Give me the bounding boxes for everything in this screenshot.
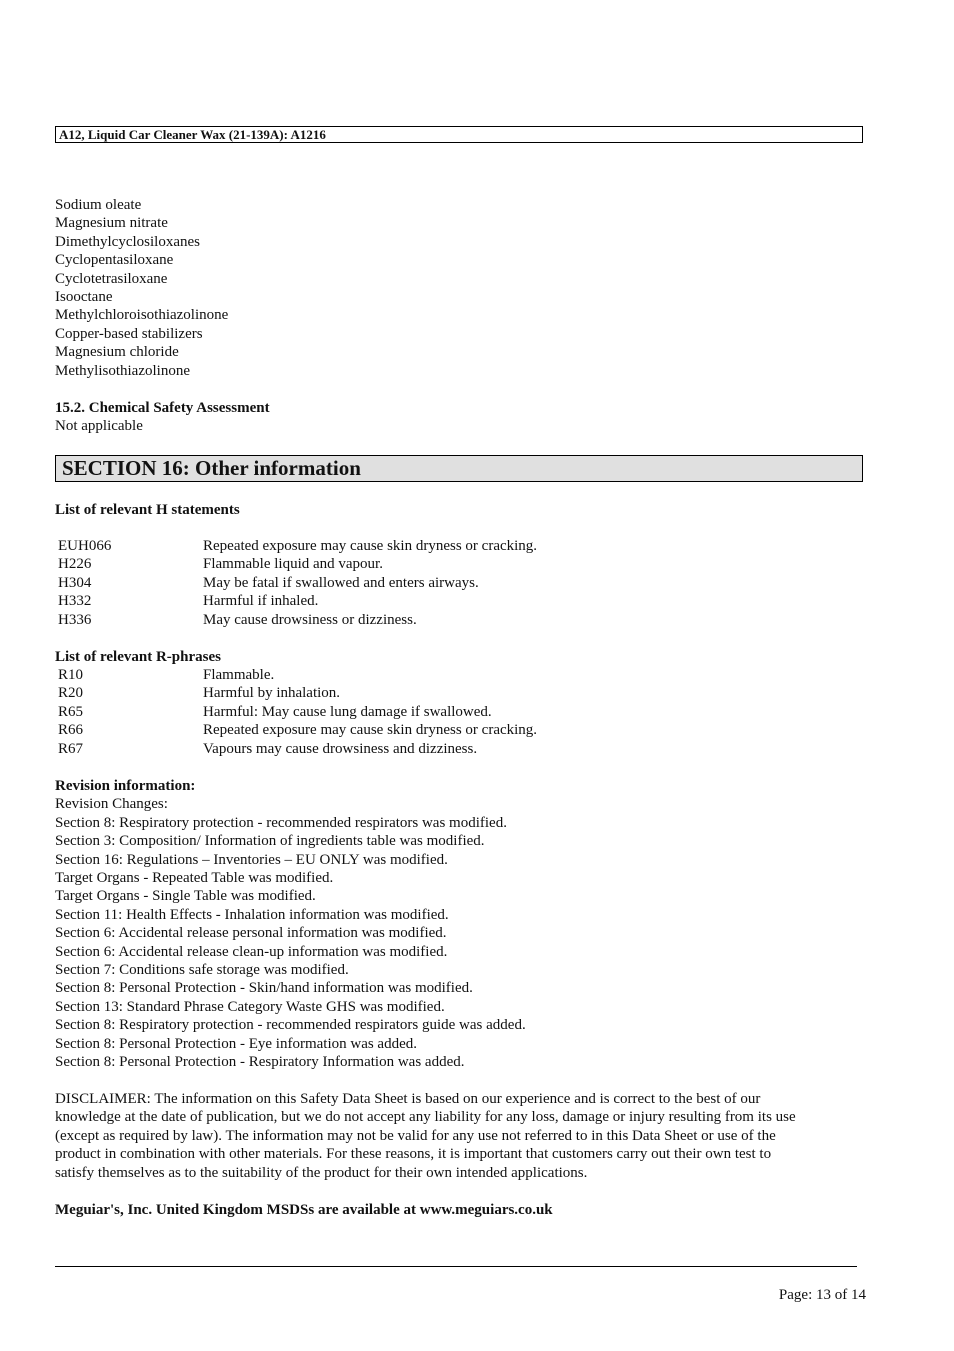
ingredient-item: Cyclopentasiloxane: [55, 252, 174, 269]
revision-line: Target Organs - Repeated Table was modified.: [55, 870, 334, 887]
page-number: Page: 13 of 14: [778, 1287, 866, 1303]
revision-information: [55, 777, 875, 1072]
h-text: Harmful if inhaled.: [203, 593, 319, 610]
revision-line: Section 13: Standard Phrase Category Waste GHS was modified.: [55, 998, 445, 1015]
section-16-title: SECTION 16: Other information: [55, 455, 863, 482]
ingredient-item: Cyclotetrasiloxane: [55, 270, 168, 287]
revision-heading: Revision information:: [55, 778, 196, 794]
assessment-heading: 15.2. Chemical Safety Assessment: [55, 400, 270, 416]
disclaimer-line: knowledge at the date of publication, but we do not accept any liability for any loss, damage or injury resulting from its use: [55, 1109, 796, 1126]
table-row: [58, 611, 758, 629]
revision-line: Section 8: Respiratory protection - recommended respirators was modified.: [55, 814, 507, 831]
r-code: R67: [58, 740, 84, 757]
revision-line: Section 8: Personal Protection - Respiratory Information was added.: [55, 1054, 465, 1071]
r-text: Vapours may cause drowsiness and dizziness.: [203, 740, 478, 757]
h-text: May cause drowsiness or dizziness.: [203, 611, 417, 628]
msds-availability: Meguiar's, Inc. United Kingdom MSDSs are available at www.meguiars.co.uk: [55, 1202, 553, 1218]
r-code: R66: [58, 722, 84, 739]
r-text: Repeated exposure may cause skin dryness or cracking.: [203, 722, 538, 739]
h-text: May be fatal if swallowed and enters airways.: [203, 574, 479, 591]
h-code: H226: [58, 556, 92, 573]
ingredient-item: Methylisothiazolinone: [55, 362, 190, 379]
table-row: [58, 537, 758, 555]
revision-line: Section 6: Accidental release personal information was modified.: [55, 925, 447, 942]
disclaimer-line: satisfy themselves as to the suitability of the product for their own intended applications.: [55, 1164, 588, 1181]
revision-line: Section 11: Health Effects - Inhalation information was modified.: [55, 906, 449, 923]
revision-line: Section 8: Respiratory protection - recommended respirators guide was added.: [55, 1017, 526, 1034]
ingredient-item: Methylchloroisothiazolinone: [55, 307, 229, 324]
r-phrases-table: [58, 666, 758, 758]
table-row: [58, 555, 758, 573]
revision-line: Section 8: Personal Protection - Eye information was added.: [55, 1035, 417, 1052]
h-statements-heading: List of relevant H statements: [55, 502, 240, 518]
r-code: R10: [58, 667, 84, 683]
revision-line: Section 16: Regulations – Inventories – EU ONLY was modified.: [55, 851, 448, 868]
r-phrases-heading: List of relevant R-phrases: [55, 649, 221, 665]
r-code: R65: [58, 703, 84, 720]
document-header: A12, Liquid Car Cleaner Wax (21-139A): A1216: [55, 126, 863, 143]
table-row: [58, 574, 758, 592]
ingredient-item: Sodium oleate: [55, 197, 142, 213]
r-text: Flammable.: [203, 667, 275, 683]
revision-line: Section 6: Accidental release clean-up information was modified.: [55, 943, 448, 960]
assessment-text: Not applicable: [55, 418, 143, 435]
r-text: Harmful: May cause lung damage if swallowed.: [203, 703, 492, 720]
h-code: H332: [58, 593, 92, 610]
ingredient-item: Dimethylcyclosiloxanes: [55, 233, 200, 250]
ingredient-item: Magnesium chloride: [55, 344, 179, 361]
revision-line: Section 8: Personal Protection - Skin/hand information was modified.: [55, 980, 473, 997]
ingredient-item: Copper-based stabilizers: [55, 325, 203, 342]
h-statements-table: [58, 537, 758, 629]
h-code: H336: [58, 611, 92, 628]
table-row: [58, 721, 758, 739]
table-row: [58, 740, 758, 758]
revision-line: Target Organs - Single Table was modified.: [55, 888, 316, 905]
disclaimer-line: (except as required by law). The information may not be valid for any use not referred to in this Data Sheet or use of the: [55, 1127, 776, 1144]
table-row: [58, 703, 758, 721]
chemical-safety-assessment: [55, 399, 875, 436]
disclaimer: [55, 1090, 855, 1182]
revision-line: Section 3: Composition/ Information of ingredients table was modified.: [55, 833, 485, 850]
table-row: [58, 684, 758, 702]
h-text: Flammable liquid and vapour.: [203, 556, 383, 573]
ingredient-item: Isooctane: [55, 289, 113, 306]
disclaimer-line: product in combination with other materials. For these reasons, it is important that customers carry out their own test to: [55, 1146, 772, 1163]
table-row: [58, 592, 758, 610]
ingredient-list: [55, 196, 875, 380]
r-text: Harmful by inhalation.: [203, 685, 341, 702]
footer-divider: [55, 1266, 857, 1267]
revision-line: Section 7: Conditions safe storage was modified.: [55, 962, 349, 979]
table-row: [58, 666, 758, 684]
revision-line: Revision Changes:: [55, 796, 168, 813]
h-code: EUH066: [58, 538, 112, 554]
disclaimer-line: DISCLAIMER: The information on this Safety Data Sheet is based on our experience and is correct to the best of our: [55, 1091, 761, 1107]
ingredient-item: Magnesium nitrate: [55, 215, 168, 232]
r-code: R20: [58, 685, 84, 702]
h-code: H304: [58, 574, 92, 591]
h-text: Repeated exposure may cause skin dryness or cracking.: [203, 538, 538, 554]
